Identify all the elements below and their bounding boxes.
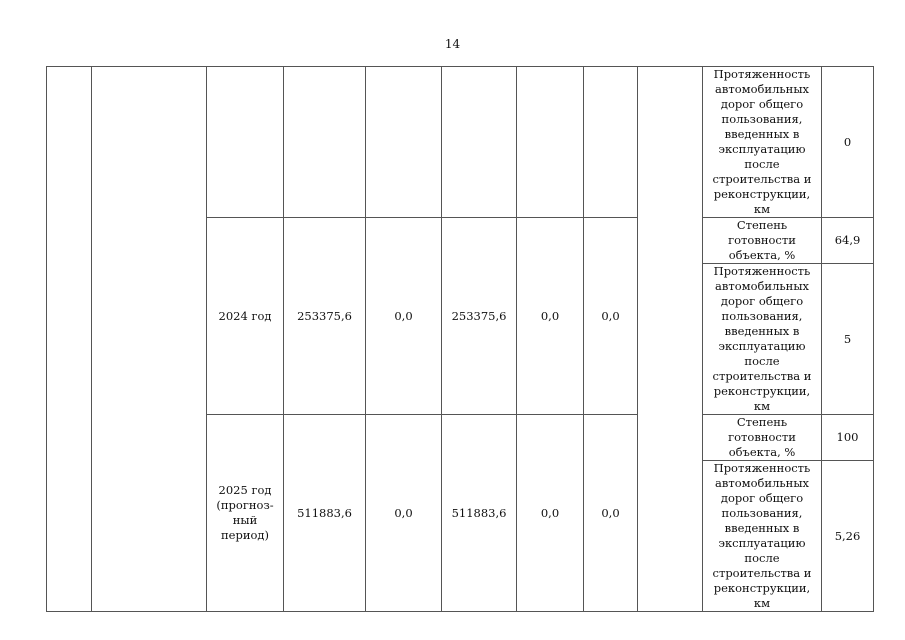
cell-period: 2025 год (прогноз-ный период)	[207, 415, 284, 612]
indicator-name: Протяженность автомобильных дорог общего пользования, введенных в эксплуатацию после строительства и реконструкции, км	[703, 264, 822, 415]
page-number: 14	[444, 37, 461, 51]
cell-local: 0,0	[517, 218, 584, 415]
cell-local	[517, 67, 584, 218]
cell-regional: 253375,6	[442, 218, 517, 415]
indicator-name: Протяженность автомобильных дорог общего пользования, введенных в эксплуатацию после строительства и реконструкции, км	[703, 67, 822, 218]
cell-period: 2024 год	[207, 218, 284, 415]
cell-total: 511883,6	[284, 415, 366, 612]
cell-executor	[638, 67, 703, 612]
cell-other: 0,0	[584, 218, 638, 415]
cell-local: 0,0	[517, 415, 584, 612]
table-row	[47, 67, 874, 218]
cell-total	[284, 67, 366, 218]
cell-regional: 511883,6	[442, 415, 517, 612]
cell-federal: 0,0	[366, 415, 442, 612]
cell-number	[47, 67, 92, 612]
cell-other	[584, 67, 638, 218]
program-table	[46, 66, 874, 612]
indicator-value: 100	[822, 415, 874, 461]
indicator-value: 64,9	[822, 218, 874, 264]
indicator-value: 0	[822, 67, 874, 218]
cell-other: 0,0	[584, 415, 638, 612]
indicator-value: 5,26	[822, 461, 874, 612]
indicator-value: 5	[822, 264, 874, 415]
cell-total: 253375,6	[284, 218, 366, 415]
indicator-name: Протяженность автомобильных дорог общего пользования, введенных в эксплуатацию после строительства и реконструкции, км	[703, 461, 822, 612]
indicator-name: Степень готовности объекта, %	[703, 218, 822, 264]
cell-object	[92, 67, 207, 612]
indicator-name: Степень готовности объекта, %	[703, 415, 822, 461]
cell-federal: 0,0	[366, 218, 442, 415]
cell-period	[207, 67, 284, 218]
cell-federal	[366, 67, 442, 218]
cell-regional	[442, 67, 517, 218]
